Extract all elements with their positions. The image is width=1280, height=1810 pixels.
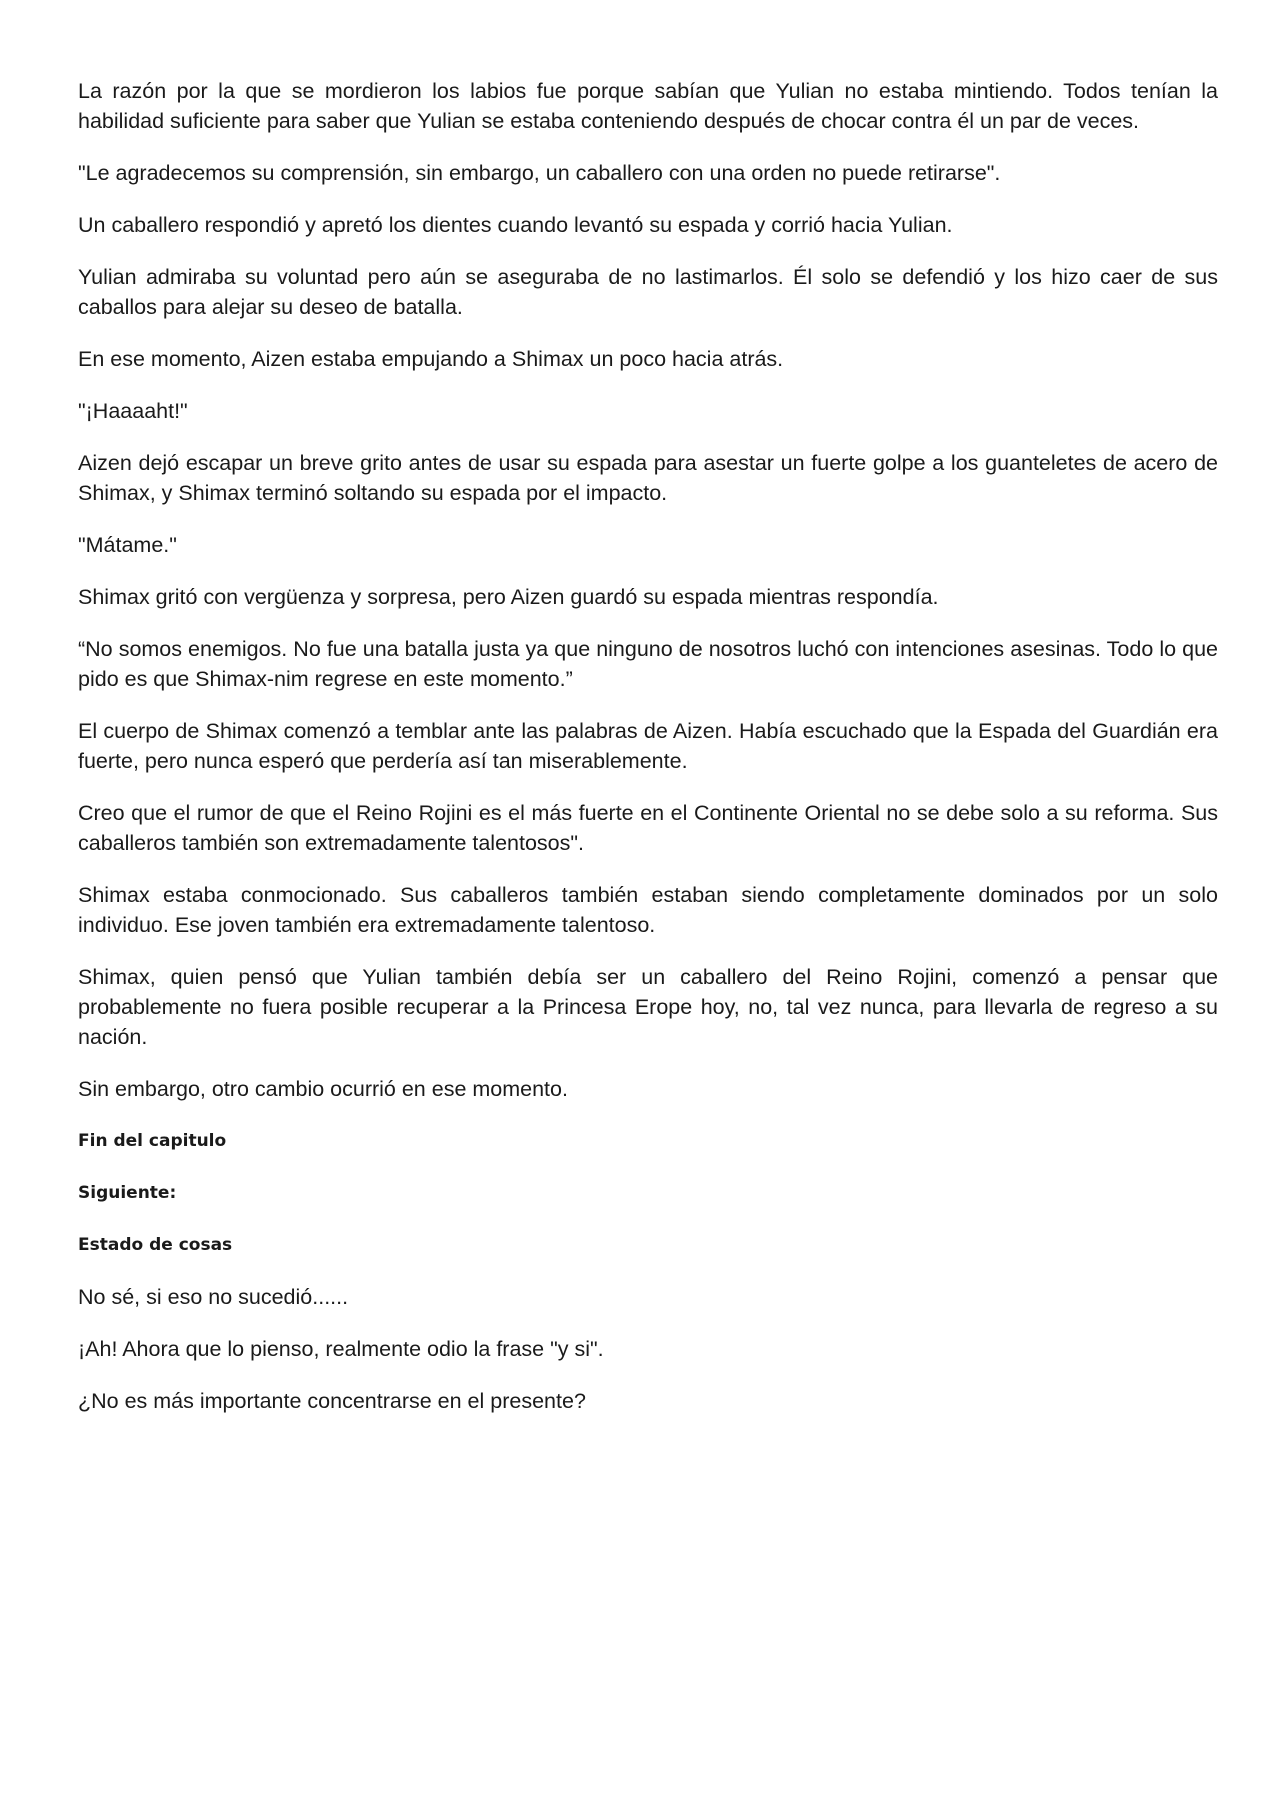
closing-paragraph: ¡Ah! Ahora que lo pienso, realmente odio la frase "y si".: [78, 1337, 604, 1361]
paragraph: “No somos enemigos. No fue una batalla justa ya que ninguno de nosotros luchó con intenciones asesinas. Todo lo que pido es que Shimax-nim regrese en este momento.”: [78, 637, 1218, 691]
paragraph: Shimax estaba conmocionado. Sus caballeros también estaban siendo completamente dominados por un solo individuo. Ese joven también era extremadamente talentoso.: [78, 883, 1218, 937]
paragraph: Shimax, quien pensó que Yulian también debía ser un caballero del Reino Rojini, comenzó a pensar que probablemente no fuera posible recuperar a la Princesa Erope hoy, no, tal vez nunca, para llevarla de regreso a su nación.: [78, 965, 1218, 1049]
chapter-end-label: Fin del capitulo: [78, 1131, 227, 1151]
paragraph: Aizen dejó escapar un breve grito antes de usar su espada para asestar un fuerte golpe a los guanteletes de acero de Shimax, y Shimax terminó soltando su espada por el impacto.: [78, 451, 1218, 505]
paragraph: Creo que el rumor de que el Reino Rojini es el más fuerte en el Continente Oriental no se debe solo a su reforma. Sus caballeros también son extremadamente talentosos".: [78, 801, 1218, 855]
paragraph: La razón por la que se mordieron los labios fue porque sabían que Yulian no estaba mintiendo. Todos tenían la habilidad suficiente para saber que Yulian se estaba conteniendo después de chocar contra él un par de veces.: [78, 79, 1218, 133]
next-chapter-title: Estado de cosas: [78, 1235, 233, 1255]
paragraph: Yulian admiraba su voluntad pero aún se aseguraba de no lastimarlos. Él solo se defendió y los hizo caer de sus caballos para alejar su deseo de batalla.: [78, 265, 1218, 319]
paragraph: Sin embargo, otro cambio ocurrió en ese momento.: [78, 1077, 568, 1101]
paragraph: "Mátame.": [78, 533, 177, 557]
closing-paragraph: ¿No es más importante concentrarse en el presente?: [78, 1389, 586, 1413]
paragraph: "Le agradecemos su comprensión, sin embargo, un caballero con una orden no puede retirarse".: [78, 161, 1001, 185]
paragraph: "¡Haaaaht!": [78, 399, 188, 423]
paragraph: Shimax gritó con vergüenza y sorpresa, pero Aizen guardó su espada mientras respondía.: [78, 585, 939, 609]
next-chapter-label: Siguiente:: [78, 1183, 177, 1203]
paragraph: El cuerpo de Shimax comenzó a temblar ante las palabras de Aizen. Había escuchado que la Espada del Guardián era fuerte, pero nunca esperó que perdería así tan miserablemente.: [78, 719, 1218, 773]
paragraph: En ese momento, Aizen estaba empujando a Shimax un poco hacia atrás.: [78, 347, 784, 371]
paragraph: Un caballero respondió y apretó los dientes cuando levantó su espada y corrió hacia Yulian.: [78, 213, 953, 237]
closing-paragraph: No sé, si eso no sucedió......: [78, 1285, 349, 1309]
document-body: [78, 76, 1218, 1438]
